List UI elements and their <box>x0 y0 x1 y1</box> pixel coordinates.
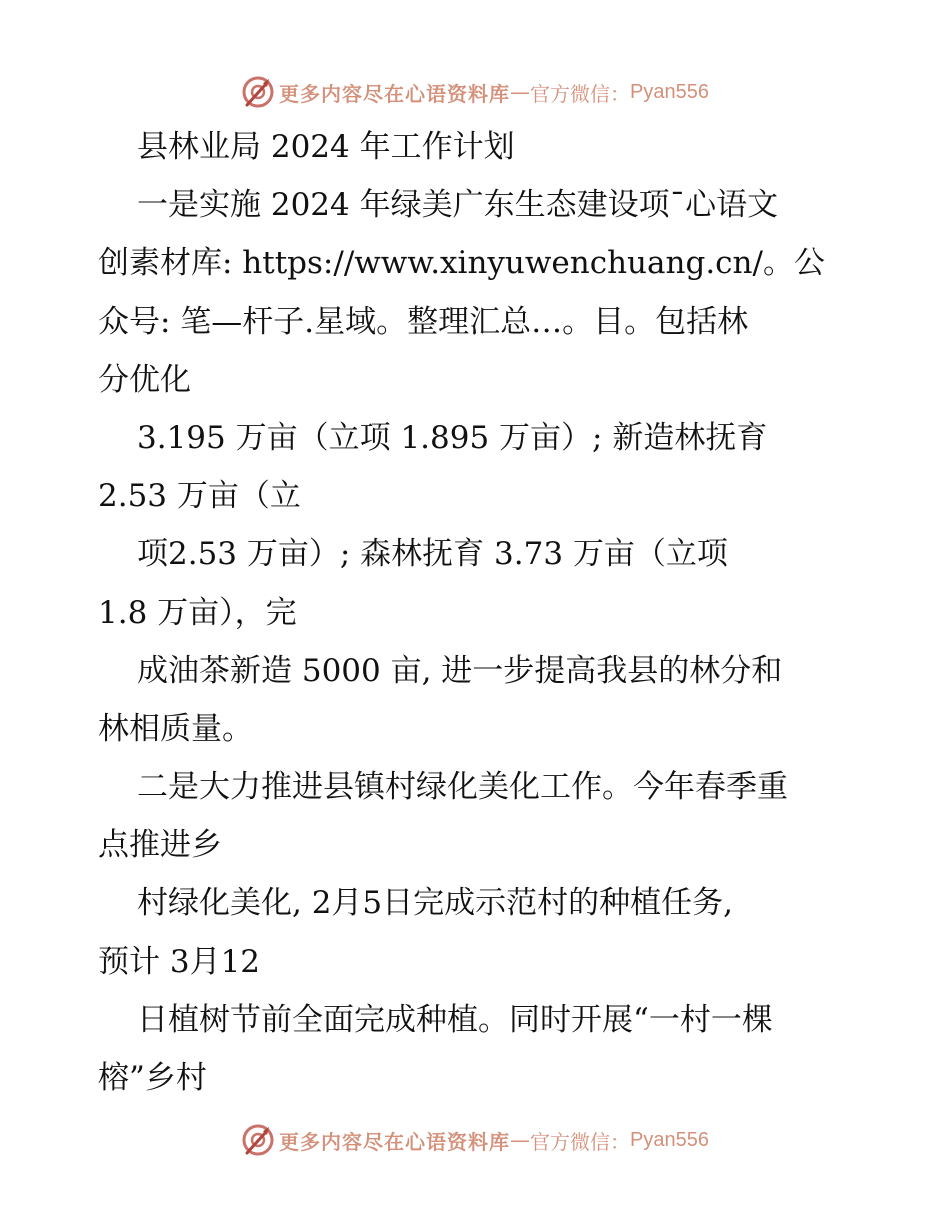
doc-line: 点推进乡 <box>98 827 222 864</box>
doc-line: 预计 3月12 <box>98 943 261 980</box>
doc-line: 1.8 万亩），完 <box>98 594 297 631</box>
banner-wechat-label: 官方微信： <box>530 81 631 106</box>
footer-watermark-banner <box>0 1118 950 1162</box>
logo-icon <box>241 1123 275 1157</box>
banner-wechat-label: 官方微信： <box>530 1129 631 1154</box>
doc-line: 日植树节前全面完成种植。同时开展“一村一棵 <box>137 1001 773 1038</box>
doc-line: 一是实施 2024 年绿美广东生态建设项¯心语文 <box>137 187 779 224</box>
doc-line: 众号: 笔—杆子.星域。整理汇总…。目。包括林 <box>98 303 749 340</box>
doc-title: 县林业局 2024 年工作计划 <box>137 129 515 165</box>
doc-line: 3.195 万亩（立项 1.895 万亩）; 新造林抚育 <box>137 419 768 456</box>
doc-line: 村绿化美化, 2月5日完成示范村的种植任务, <box>137 885 734 922</box>
doc-line: 林相质量。 <box>98 710 253 747</box>
banner-text: 更多内容尽在心语资料库 <box>279 1129 511 1154</box>
banner-wechat-id: Pyan556 <box>630 1128 709 1151</box>
doc-line: 分优化 <box>98 361 191 398</box>
doc-line: 2.53 万亩（立 <box>98 478 301 515</box>
doc-line: 榕”乡村 <box>98 1060 207 1096</box>
banner-separator: — <box>510 1128 531 1152</box>
doc-line: 成油茶新造 5000 亩, 进一步提高我县的林分和 <box>137 652 783 689</box>
header-watermark-banner <box>0 70 950 114</box>
banner-separator: — <box>510 80 531 104</box>
banner-text: 更多内容尽在心语资料库 <box>279 81 511 106</box>
banner-wechat-id: Pyan556 <box>630 80 709 103</box>
doc-line: 项2.53 万亩）; 森林抚育 3.73 万亩（立项 <box>137 536 728 573</box>
doc-line: 创素材库: https://www.xinyuwenchuang.cn/。公 <box>98 245 825 282</box>
doc-line: 二是大力推进县镇村绿化美化工作。今年春季重 <box>137 769 788 806</box>
document-body <box>98 118 858 1107</box>
logo-icon <box>241 75 275 109</box>
